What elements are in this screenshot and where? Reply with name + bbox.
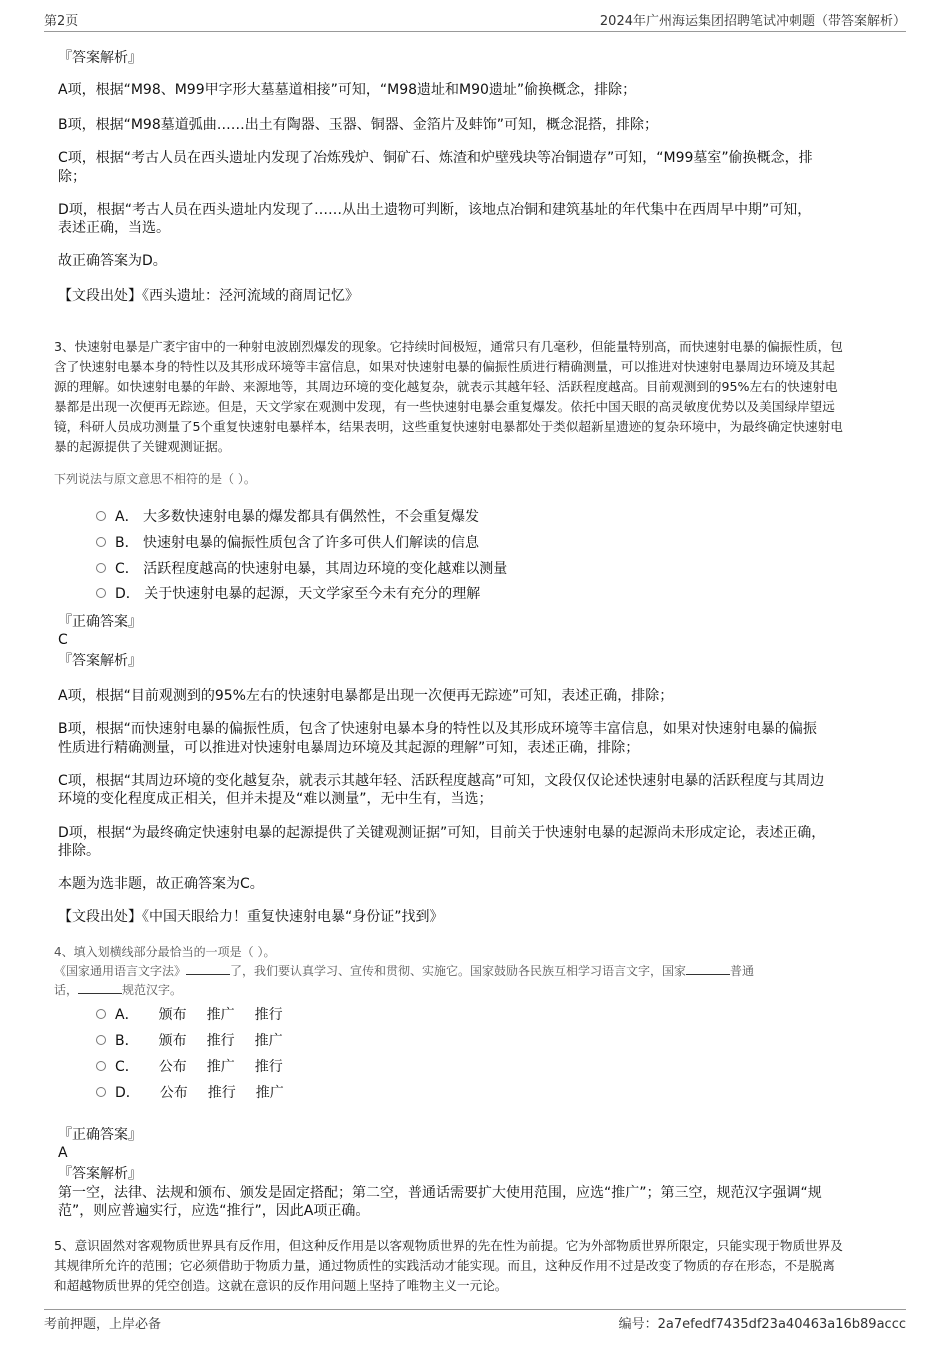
q4-analysis-label: 『答案解析』 [58, 1166, 142, 1182]
q4-analysis-line1: 第一空，法律、法规和颁布、颁发是固定搭配；第二空，普通话需要扩大使用范围，应选“推广”；第三空，规范汉字强调“规 [58, 1185, 822, 1201]
q3-passage-line: 镜，科研人员成功测量了5个重复快速射电暴样本，结果表明，这些重复快速射电暴都处于类似超新星遗迹的复杂环境中，为最终确定快速射电 [54, 419, 843, 434]
fill-blank [186, 962, 230, 975]
radio-icon[interactable] [96, 1061, 106, 1071]
q3-conclusion: 本题为选非题，故正确答案为C。 [58, 876, 264, 892]
q5-passage-line: 其规律所允许的范围；它必须借助于物质力量，通过物质性的实践活动才能实现。而且，这种反作用不过是改变了物质的存在形态，不是脱离 [54, 1258, 835, 1273]
q3-analysis-label: 『答案解析』 [58, 653, 142, 669]
fill-blank [78, 981, 122, 994]
q3-source: 【文段出处】《中国天眼给力！重复快速射电暴“身份证”找到》 [58, 909, 444, 925]
q4-sentence-part: 了，我们要认真学习、宣传和贯彻、实施它。国家鼓励各民族互相学习语言文字，国家 [230, 964, 687, 978]
q4-option-word: 颁布 [158, 1007, 187, 1023]
q4-option-word: 颁布 [158, 1033, 187, 1049]
q2-analysis-b: B项，根据“M98墓道弧曲……出土有陶器、玉器、铜器、金箔片及蚌饰”可知，概念混搭，排除； [58, 117, 659, 133]
q4-sentence-part: 话， [54, 983, 79, 997]
page-number: 第2页 [44, 14, 79, 29]
q3-passage-line: 暴的起源提供了关键观测证据。 [54, 439, 231, 454]
radio-icon[interactable] [96, 537, 106, 547]
q3-analysis-d-line2: 排除。 [58, 843, 100, 859]
q3-passage-line: 3、快速射电暴是广袤宇宙中的一种射电波剧烈爆发的现象。它持续时间极短，通常只有几毫秒，但能量特别高，而快速射电暴的偏振性质，包 [54, 339, 843, 354]
q4-correct-label: 『正确答案』 [58, 1127, 142, 1143]
q2-analysis-d-line1: D项，根据“考古人员在西头遗址内发现了……从出土遗物可判断，该地点冶铜和建筑基址的年代集中在西周早中期”可知， [58, 202, 812, 218]
q5-passage-line: 和超越物质世界的凭空创造。这就在意识的反作用问题上坚持了唯物主义一元论。 [54, 1278, 508, 1293]
q2-analysis-label: 『答案解析』 [58, 50, 142, 66]
q3-analysis-a: A项，根据“目前观测到的95%左右的快速射电暴都是出现一次便再无踪迹”可知，表述正确，排除； [58, 688, 674, 704]
footer-slogan: 考前押题，上岸必备 [44, 1317, 162, 1332]
q3-passage-line: 源的理解。如快速射电暴的年龄、来源地等，其周边环境的变化越复杂，就表示其越年轻、活跃程度越高。目前观测到的95%左右的快速射电 [54, 379, 838, 394]
q3-analysis-c-line2: 环境的变化程度成正相关，但并未提及“难以测量”，无中生有，当选； [58, 791, 493, 807]
q3-passage-line: 含了快速射电暴本身的特性以及其形成环境等丰富信息，如果对快速射电暴的偏振性质进行精确测量，可以推进对快速射电暴周边环境及其起 [54, 359, 835, 374]
q4-option-word: 推广 [255, 1085, 284, 1101]
q4-question: 4、填入划横线部分最恰当的一项是（ ）。 [54, 945, 276, 959]
q3-option-c[interactable] [96, 558, 507, 580]
q2-analysis-c-line1: C项，根据“考古人员在西头遗址内发现了冶炼残炉、铜矿石、炼渣和炉壁残块等冶铜遗存”可知，“M99墓室”偷换概念，排 [58, 150, 813, 166]
q2-analysis-d-line2: 表述正确，当选。 [58, 220, 170, 236]
q2-conclusion: 故正确答案为D。 [58, 253, 167, 269]
document-id: 编号：2a7efedf7435df23a40463a16b89accc [618, 1317, 906, 1332]
fill-blank [686, 962, 730, 975]
q3-analysis-c-line1: C项，根据“其周边环境的变化越复杂，就表示其越年轻、活跃程度越高”可知，文段仅仅论述快速射电暴的活跃程度与其周边 [58, 773, 825, 789]
radio-icon[interactable] [96, 563, 106, 573]
q4-sentence-part: 普通 [730, 964, 755, 978]
q4-option-word: 推广 [206, 1007, 235, 1023]
q4-sentence-line1 [54, 961, 754, 981]
q4-option-c[interactable] [96, 1056, 283, 1078]
q4-option-letter: A． [115, 1007, 139, 1023]
q3-option-d-text: D． 关于快速射电暴的起源，天文学家至今未有充分的理解 [115, 586, 481, 602]
q3-option-c-text: C． 活跃程度越高的快速射电暴，其周边环境的变化越难以测量 [115, 561, 508, 577]
q5-passage [54, 1236, 914, 1296]
radio-icon[interactable] [96, 511, 106, 521]
q3-passage [54, 337, 914, 457]
header-divider [44, 31, 906, 32]
q2-source: 【文段出处】《西头遗址：泾河流域的商周记忆》 [58, 288, 359, 304]
document-title: 2024年广州海运集团招聘笔试冲刺题（带答案解析） [599, 14, 906, 29]
radio-icon[interactable] [96, 1009, 106, 1019]
q3-correct-answer: C [58, 632, 68, 648]
q4-sentence-line2 [54, 980, 182, 1000]
q4-option-a[interactable] [96, 1004, 283, 1026]
q3-option-b[interactable] [96, 532, 479, 554]
q4-option-letter: C． [115, 1059, 139, 1075]
q4-option-word: 公布 [159, 1085, 188, 1101]
q3-analysis-b-line1: B项，根据“而快速射电暴的偏振性质，包含了快速射电暴本身的特性以及其形成环境等丰富信息，如果对快速射电暴的偏振 [58, 721, 817, 737]
q3-question: 下列说法与原文意思不相符的是（ ）。 [54, 472, 256, 486]
q4-option-word: 公布 [158, 1059, 187, 1075]
q4-option-word: 推行 [254, 1059, 283, 1075]
q3-correct-label: 『正确答案』 [58, 614, 142, 630]
footer-divider [44, 1309, 906, 1310]
q4-option-b[interactable] [96, 1030, 283, 1052]
q3-passage-line: 暴都是出现一次便再无踪迹。但是，天文学家在观测中发现，有一些快速射电暴会重复爆发。依托中国天眼的高灵敏度优势以及美国绿岸望远 [54, 399, 835, 414]
q3-analysis-b-line2: 性质进行精确测量，可以推进对快速射电暴周边环境及其起源的理解”可知，表述正确，排除； [58, 740, 640, 756]
q4-option-word: 推行 [207, 1085, 236, 1101]
q4-option-letter: B． [115, 1033, 139, 1049]
q4-option-word: 推广 [206, 1059, 235, 1075]
q4-option-word: 推行 [254, 1007, 283, 1023]
q3-option-a-text: A． 大多数快速射电暴的爆发都具有偶然性，不会重复爆发 [115, 509, 480, 525]
q5-passage-line: 5、意识固然对客观物质世界具有反作用，但这种反作用是以客观物质世界的先在性为前提。它为外部物质世界所限定，只能实现于物质世界及 [54, 1238, 843, 1253]
q4-option-d[interactable] [96, 1082, 284, 1104]
radio-icon[interactable] [96, 1087, 106, 1097]
q3-option-a[interactable] [96, 506, 479, 528]
q2-analysis-c-line2: 除； [58, 169, 86, 185]
radio-icon[interactable] [96, 588, 106, 598]
q3-option-d[interactable] [96, 583, 480, 605]
q4-option-letter: D． [115, 1085, 140, 1101]
q4-sentence-part: 规范汉字。 [122, 983, 183, 997]
q4-sentence-part: 《国家通用语言文字法》 [54, 964, 187, 978]
radio-icon[interactable] [96, 1035, 106, 1045]
q4-option-word: 推广 [254, 1033, 283, 1049]
q4-option-word: 推行 [206, 1033, 235, 1049]
q3-option-b-text: B． 快速射电暴的偏振性质包含了许多可供人们解读的信息 [115, 535, 480, 551]
q4-correct-answer: A [58, 1145, 68, 1161]
q3-analysis-d-line1: D项，根据“为最终确定快速射电暴的起源提供了关键观测证据”可知，目前关于快速射电暴的起源尚未形成定论，表述正确， [58, 825, 826, 841]
q4-analysis-line2: 范”，则应普遍实行，应选“推行”，因此A项正确。 [58, 1203, 370, 1219]
q2-analysis-a: A项，根据“M98、M99甲字形大墓墓道相接”可知，“M98遗址和M90遗址”偷换概念，排除； [58, 82, 637, 98]
